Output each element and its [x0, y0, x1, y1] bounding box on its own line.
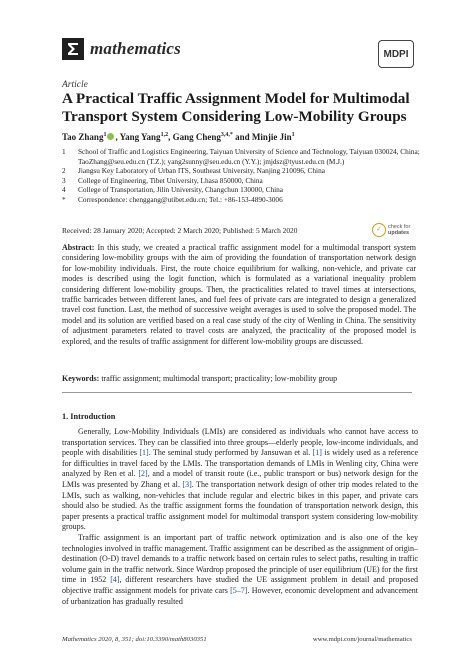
section-heading: 1. Introduction — [62, 412, 116, 421]
citation-link[interactable]: [5–7] — [230, 585, 248, 595]
paragraph: Traffic assignment is an important part of traffic network optimization and is also one of the key technologies involved in traffic management. Traffic assignment can be described as the assignment of origin–destination (O-D) travel demands to a traffic network based on certain rules to select paths, resulting in traffic volume gain in the traffic network. Since Wardrop proposed the principle of user equilibrium (UE) for the first time in 1952 [4], different researchers have studied the UE assignment problem in detail and proposed objective traffic assignment models for private cars [5–7]. However, economic development and advancement of urbanization has gradually resulted — [62, 532, 418, 606]
footer-url[interactable]: www.mdpi.com/journal/mathematics — [312, 636, 412, 643]
abstract — [62, 243, 416, 347]
affiliation-item: 1 School of Traffic and Logistics Engineering, Taiyuan University of Science and Technology, Taiyuan 030024, China; TaoZhang@seu.edu.cn (T.Z.); yang2sunny@seu.edu.cn (Y.Y.); jmjdsz@tyust.edu.cn (M.J.) — [62, 147, 420, 166]
article-title: A Practical Traffic Assignment Model for Multimodal Transport System Considering Low-Mobility Groups — [62, 90, 410, 125]
citation-link[interactable]: [2] — [138, 469, 148, 479]
citation-link[interactable]: [1] — [139, 448, 149, 458]
orcid-icon[interactable] — [107, 133, 114, 140]
affiliation-item: 4 College of Transportation, Jilin University, Changchun 130000, China — [62, 185, 284, 195]
keywords-text: traffic assignment; multimodal transport; practicality; low-mobility group — [101, 374, 338, 383]
abstract-label: Abstract: — [62, 243, 95, 252]
citation-link[interactable]: [4] — [110, 575, 120, 585]
citation-link[interactable]: [1] — [312, 448, 322, 458]
author-affil-sup: 1,2 — [160, 132, 169, 138]
author-name[interactable]: Yang Yang — [119, 132, 161, 142]
affiliation-item: 2 Jiangsu Key Laboratory of Urban ITS, Southeast University, Nanjing 210096, China — [62, 166, 325, 176]
affiliations — [62, 147, 437, 205]
keywords — [62, 374, 416, 384]
check-for-updates-button[interactable]: ✓ check for updates — [372, 220, 412, 240]
check-updates-icon: ✓ — [372, 223, 386, 237]
footer-citation: Mathematics 2020, 8, 351; doi:10.3390/math8030351 — [62, 636, 207, 643]
page-footer — [62, 636, 412, 643]
author-affil-sup: 1 — [291, 132, 295, 138]
author-name[interactable]: Gang Cheng — [172, 132, 221, 142]
author-name[interactable]: Minjie Jin — [251, 132, 292, 142]
paragraph: Generally, Low-Mobility Individuals (LMIs) are considered as individuals who cannot have access to transportation services. They can be classified into three groups—elderly people, low-income individuals, and people with disabilities [1]. The seminal study performed by Jansuwan et al. [1] is widely used as a reference for difficulties in travel faced by the LMIs. The transportation demands of LMIs in Wenling city, China were analyzed by Ren et al. [2], and a model of transit route (i.e., public transport or bus) network design for the LMIs was presented by Zhang et al. [3]. The transportation network design of other trip modes related to the LMIs, such as walking, non-vehicles that include regular and electric bikes in this paper, and private cars should also be studied. As the traffic assignment forms the foundation of transportation network design, this paper presents a practical traffic assignment model for multimodal transport system considering low-mobility groups. — [62, 427, 419, 532]
author-affil-sup: 3,4,* — [220, 132, 233, 138]
author-affil-sup: 1 — [103, 132, 107, 138]
keywords-label: Keywords: — [62, 374, 100, 383]
mdpi-logo[interactable]: MDPI — [378, 40, 414, 68]
author-list: Tao Zhang$^1$ , Yang Yang$^{1,2}$, Gang Cheng$^{3,4,*}$ and Minjie Jin$^1$ — [62, 132, 295, 142]
journal-name: mathematics — [90, 39, 181, 58]
citation-link[interactable]: [3] — [182, 479, 192, 489]
divider — [62, 392, 412, 393]
publication-dates: Received: 28 January 2020; Accepted: 2 March 2020; Published: 5 March 2020 — [62, 226, 298, 235]
author-name[interactable]: Tao Zhang — [62, 132, 104, 142]
journal-logo-icon — [62, 38, 84, 60]
abstract-text: In this study, we created a practical traffic assignment model for a multimodal transport system considering low-mobility groups with the aim of providing the foundation of transportation network design for low-mobility individuals. First, the route choice equilibrium for walking, non-vehicle, and private car modes is described using the logit function, which is formulated as a variational inequality problem considering different low-mobility groups. Then, the practicalities related to travel times at intersections, traffic barricades between different lanes, and fuel fees of private cars are integrated to design a generalized travel cost function. Last, the method of successive weight averages is used to solve the proposed model. The model and its solution are verified based on a real case study of the city of Wenling in China. The sensitivity of adjustment parameters related to travel costs are analyzed, the practicality of the proposed model is explored, and the results of traffic assignment for different low-mobility groups are discussed. — [62, 243, 416, 346]
correspondence: * Correspondence: chenggang@utibet.edu.cn; Tel.: +86-153-4890-3006 — [62, 194, 283, 204]
article-type: Article — [62, 80, 88, 90]
affiliation-item: 3 College of Engineering, Tibet University, Lhasa 850000, China — [62, 175, 263, 185]
section-body — [62, 427, 418, 607]
